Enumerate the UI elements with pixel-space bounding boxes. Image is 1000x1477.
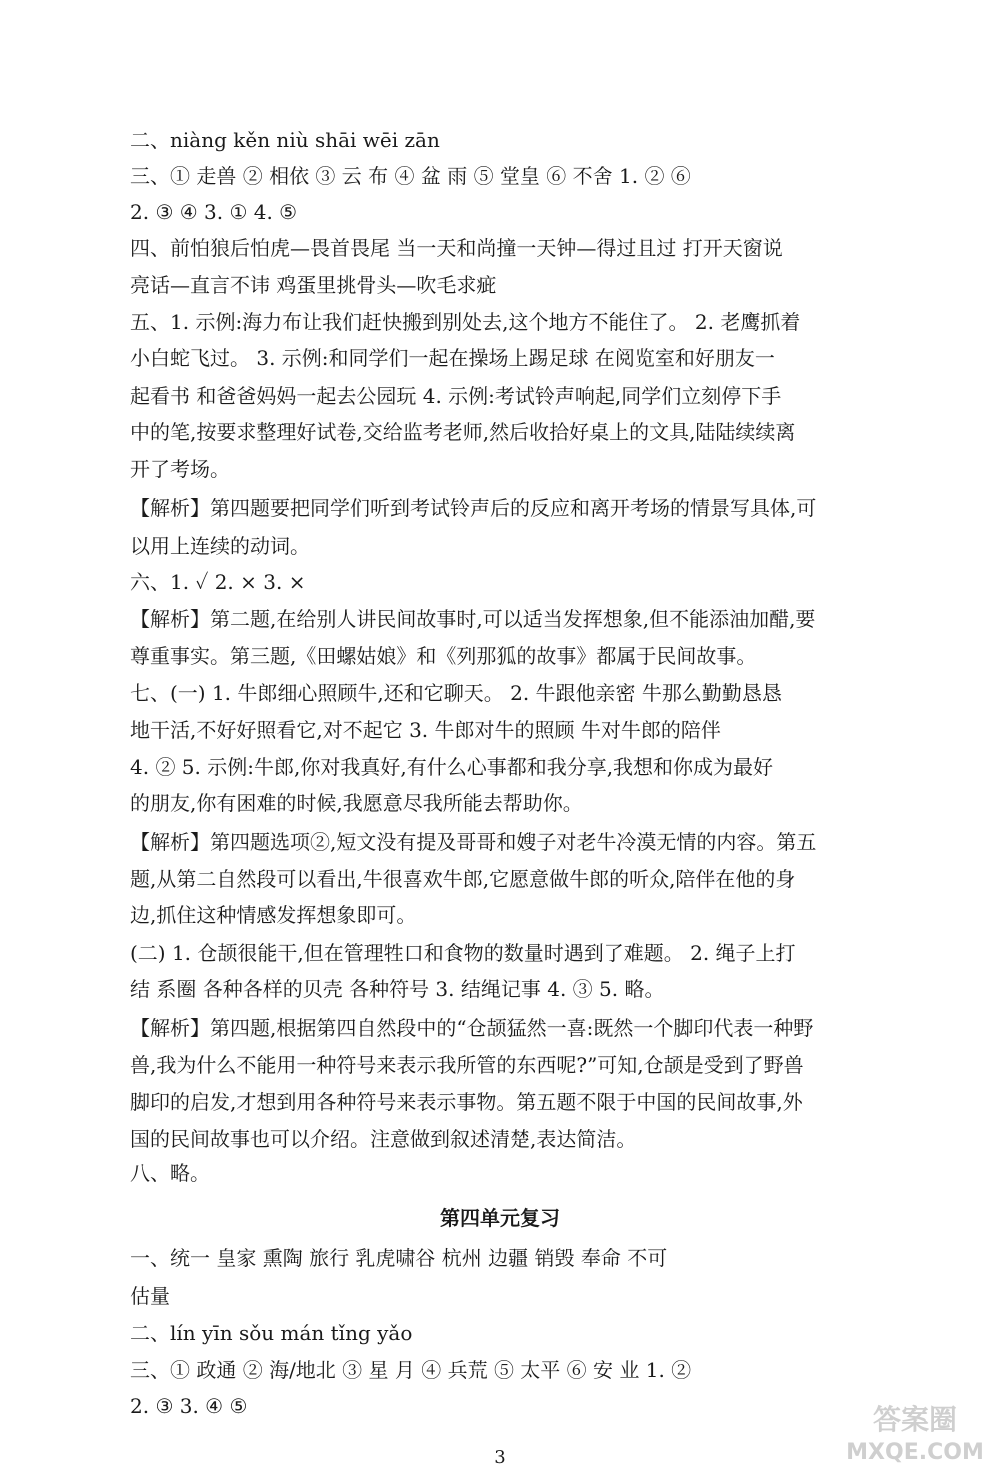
- answer-line: 边,抓住这种情感发挥想象即可。: [130, 903, 417, 927]
- answer-line: 以用上连续的动词。: [130, 534, 310, 558]
- answer-line: 尊重事实。第三题,《田螺姑娘》和《列那狐的故事》都属于民间故事。: [130, 644, 757, 668]
- answer-line: (二) 1. 仓颉很能干,但在管理牲口和食物的数量时遇到了难题。 2. 绳子上打: [130, 941, 796, 965]
- answer-line: 地干活,不好好照看它,对不起它 3. 牛郎对牛的照顾 牛对牛郎的陪伴: [130, 718, 721, 742]
- answer-line: 【解析】第四题选项②,短文没有提及哥哥和嫂子对老牛冷漠无情的内容。第五: [130, 830, 817, 854]
- answer-line: 兽,我为什么不能用一种符号来表示我所管的东西呢?”可知,仓颉是受到了野兽: [130, 1053, 804, 1077]
- section-answer-line: 估量: [130, 1284, 170, 1308]
- answer-line: 【解析】第四题要把同学们听到考试铃声后的反应和离开考场的情景写具体,可: [130, 496, 817, 520]
- answer-line: 起看书 和爸爸妈妈一起去公园玩 4. 示例:考试铃声响起,同学们立刻停下手: [130, 384, 782, 408]
- answer-line: 开了考场。: [130, 457, 230, 481]
- section-answer-line: 二、lín yīn sǒu mán tǐng yǎo: [130, 1321, 413, 1345]
- watermark-bottom: MXQE.COM: [846, 1440, 984, 1465]
- answer-line: 七、(一) 1. 牛郎细心照顾牛,还和它聊天。 2. 牛跟他亲密 牛那么勤勤恳恳: [130, 681, 782, 705]
- answer-line: 结 系圈 各种各样的贝壳 各种符号 3. 结绳记事 4. ③ 5. 略。: [130, 977, 665, 1001]
- answer-line: 脚印的启发,才想到用各种符号来表示事物。第五题不限于中国的民间故事,外: [130, 1090, 803, 1114]
- answer-line: 五、1. 示例:海力布让我们赶快搬到别处去,这个地方不能住了。 2. 老鹰抓着: [130, 310, 801, 334]
- section-answer-line: 三、① 政通 ② 海/地北 ③ 星 月 ④ 兵荒 ⑤ 太平 ⑥ 安 业 1. ②: [130, 1358, 692, 1382]
- answer-line: 4. ② 5. 示例:牛郎,你对我真好,有什么心事都和我分享,我想和你成为最好: [130, 755, 774, 779]
- section-answer-line: 一、统一 皇家 熏陶 旅行 乳虎啸谷 杭州 边疆 销毁 奉命 不可: [130, 1246, 668, 1270]
- answer-line: 【解析】第四题,根据第四自然段中的“仓颉猛然一喜:既然一个脚印代表一种野: [130, 1016, 814, 1040]
- section-answer-line: 2. ③ 3. ④ ⑤: [130, 1394, 248, 1418]
- answer-line: 四、前怕狼后怕虎—畏首畏尾 当一天和尚撞一天钟—得过且过 打开天窗说: [130, 236, 783, 260]
- watermark-top: 答案圈: [872, 1403, 958, 1436]
- answer-line: 的朋友,你有困难的时候,我愿意尽我所能去帮助你。: [130, 791, 583, 815]
- answer-line: 【解析】第二题,在给别人讲民间故事时,可以适当发挥想象,但不能添油加醋,要: [130, 607, 816, 631]
- answer-line: 三、① 走兽 ② 相依 ③ 云 布 ④ 盆 雨 ⑤ 堂皇 ⑥ 不舍 1. ② ⑥: [130, 164, 691, 188]
- answer-line: 2. ③ ④ 3. ① 4. ⑤: [130, 200, 298, 224]
- answer-line: 六、1. ✓ 2. × 3. ×: [130, 570, 306, 594]
- page-number: 3: [494, 1447, 506, 1468]
- answer-line: 中的笔,按要求整理好试卷,交给监考老师,然后收拾好桌上的文具,陆陆续续离: [130, 420, 796, 444]
- answer-line: 八、略。: [130, 1161, 210, 1185]
- section-heading-unit-4-review: 第四单元复习: [440, 1206, 560, 1230]
- answer-line: 小白蛇飞过。 3. 示例:和同学们一起在操场上踢足球 在阅览室和好朋友一: [130, 346, 775, 370]
- watermark-logo: [840, 1397, 990, 1467]
- answer-line: 二、niàng kěn niù shāi wēi zān: [130, 128, 440, 152]
- answer-line: 亮话—直言不讳 鸡蛋里挑骨头—吹毛求疵: [130, 273, 497, 297]
- answer-line: 国的民间故事也可以介绍。注意做到叙述清楚,表达简洁。: [130, 1127, 637, 1151]
- answer-line: 题,从第二自然段可以看出,牛很喜欢牛郎,它愿意做牛郎的听众,陪伴在他的身: [130, 867, 796, 891]
